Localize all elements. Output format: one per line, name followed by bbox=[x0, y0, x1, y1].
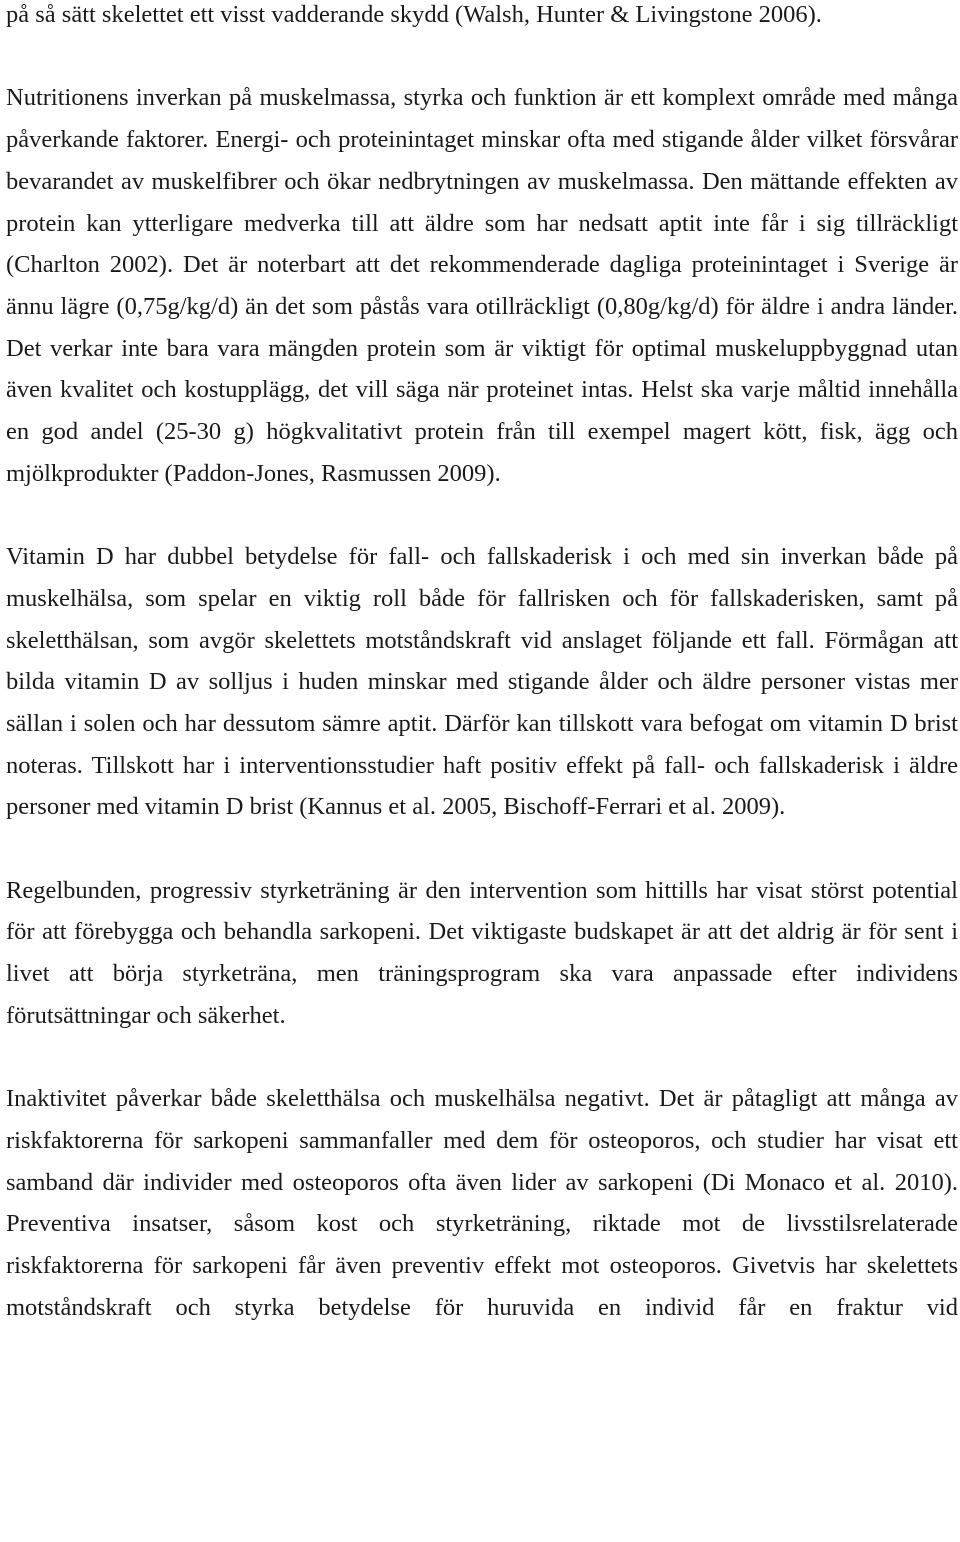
paragraph-strength-training: Regelbunden, progressiv styrketräning är den intervention som hittills har visat störst potential för att förebygga och behandla sarkopeni. Det viktigaste budskapet är att det aldrig är för sent i livet att börja styrketräna, men träningsprogram ska vara anpassade efter individens förutsättningar och säkerhet. bbox=[6, 876, 958, 1029]
document-page bbox=[6, 0, 958, 1328]
paragraph-spacer bbox=[6, 36, 958, 78]
paragraph-spacer bbox=[6, 494, 958, 536]
paragraph-skeleton-protection: på så sätt skelettet ett visst vadderande skydd (Walsh, Hunter & Livingstone 2006). bbox=[6, 1, 822, 28]
paragraph-inactivity: Inaktivitet påverkar både skeletthälsa och muskelhälsa negativt. Det är påtagligt att många av riskfaktorerna för sarkopeni sammanfaller med dem för osteoporos, och studier har visat ett samband där individer med osteoporos ofta även lider av sarkopeni (Di Monaco et al. 2010). Preventiva insatser, såsom kost och styrketräning, riktade mot de livsstilsrelaterade riskfaktorerna för sarkopeni får även preventiv effekt mot osteoporos. Givetvis har skelettets motståndskraft och styrka betydelse för huruvida en individ får en fraktur vid bbox=[6, 1085, 958, 1321]
paragraph-nutrition: Nutritionens inverkan på muskelmassa, styrka och funktion är ett komplext område med många påverkande faktorer. Energi- och proteinintaget minskar ofta med stigande ålder vilket försvårar bevarandet av muskelfibrer och ökar nedbrytningen av muskelmassa. Den mättande effekten av protein kan ytterligare medverka till att äldre som har nedsatt aptit inte får i sig tillräckligt (Charlton 2002). Det är noterbart att det rekommenderade dagliga proteinintaget i Sverige är ännu lägre (0,75g/kg/d) än det som påstås vara otillräckligt (0,80g/kg/d) för äldre i andra länder. Det verkar inte bara vara mängden protein som är viktigt för optimal muskeluppbyggnad utan även kvalitet och kostupplägg, det vill säga när proteinet intas. Helst ska varje måltid innehålla en god andel (25-30 g) högkvalitativt protein från till exempel magert kött, fisk, ägg och mjölkprodukter (Paddon-Jones, Rasmussen 2009). bbox=[6, 84, 958, 487]
paragraph-spacer bbox=[6, 1037, 958, 1079]
paragraph-spacer bbox=[6, 828, 958, 870]
paragraph-vitamin-d: Vitamin D har dubbel betydelse för fall- och fallskaderisk i och med sin inverkan både på muskelhälsa, som spelar en viktig roll både för fallrisken och för fallskaderisken, samt på skeletthälsan, som avgör skelettets motståndskraft vid anslaget följande ett fall. Förmågan att bilda vitamin D av solljus i huden minskar med stigande ålder och äldre personer vistas mer sällan i solen och har dessutom sämre aptit. Därför kan tillskott vara befogat om vitamin D brist noteras. Tillskott har i interventionsstudier haft positiv effekt på fall- och fallskaderisk i äldre personer med vitamin D brist (Kannus et al. 2005, Bischoff-Ferrari et al. 2009). bbox=[6, 543, 958, 821]
